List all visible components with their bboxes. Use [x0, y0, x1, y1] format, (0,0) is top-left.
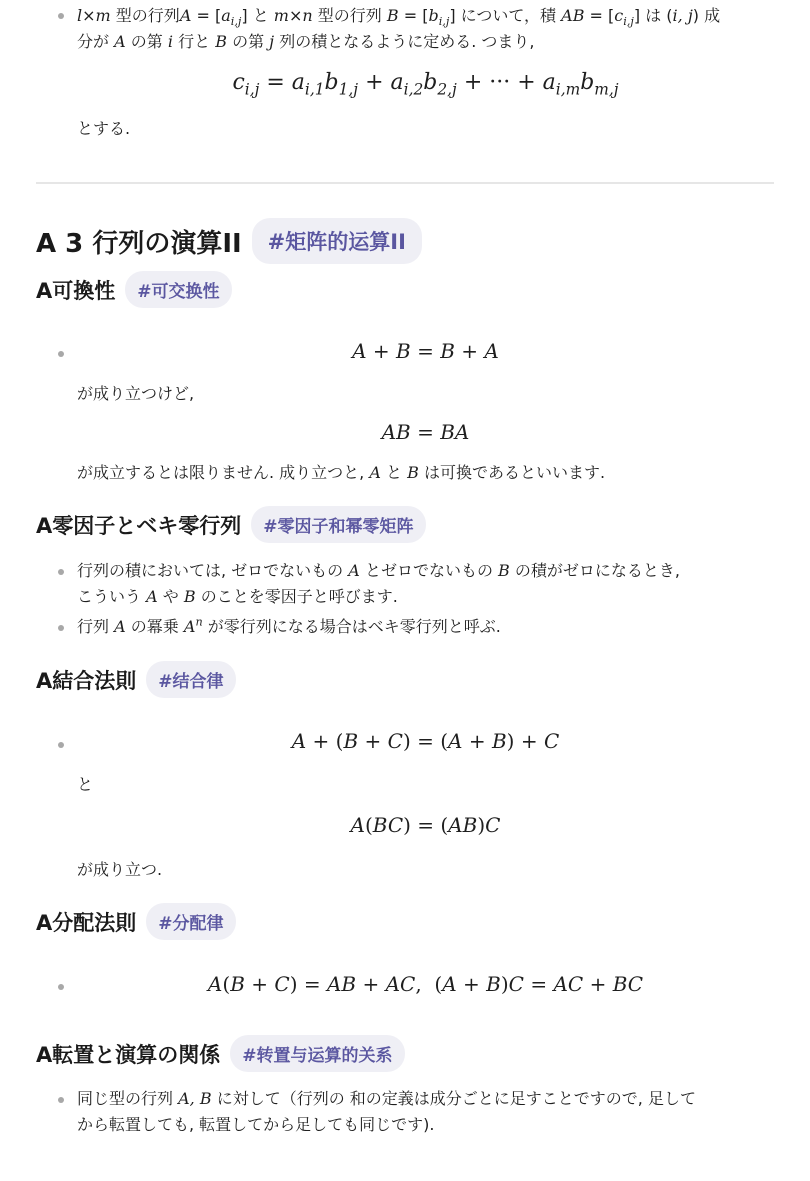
commutative-eq-1: A + B = B + A — [352, 339, 499, 363]
commutative-text-1: が成り立つけど, — [77, 384, 195, 403]
associative-title: A結合法則 — [36, 668, 137, 693]
commutative-title: A可換性 — [36, 278, 116, 303]
zero-divisor-item-2: 行列 A の冪乗 $A^n$ が零行列になる場合はベキ零行列と呼ぶ. — [77, 615, 501, 636]
commutative-heading — [36, 271, 232, 308]
commutative-text-2: が成立するとは限りません. 成り立つと, A と B は可換であるといいます. — [77, 463, 606, 482]
transpose-tag[interactable]: #转置与运算的关系 — [230, 1035, 404, 1072]
distributive-heading — [36, 903, 236, 940]
distributive-title: A分配法則 — [36, 910, 137, 935]
associative-eq-1: A + (B + C) = (A + B) + C — [291, 729, 560, 753]
list-bullet — [58, 984, 64, 990]
list-bullet — [58, 351, 64, 357]
associative-tag[interactable]: #结合律 — [146, 661, 235, 698]
associative-heading — [36, 661, 236, 698]
section-title: A 3 行列の演算II — [36, 228, 242, 259]
section-divider — [36, 182, 774, 184]
product-equation: $c_{i,j} = a_{i,1}b_{1,j} + a_{i,2}b_{2,j}$ + ··· + $a_{i,m}b_{m,j}$ — [232, 70, 619, 99]
zero-divisor-title: A零因子とベキ零行列 — [36, 513, 242, 538]
list-bullet — [58, 1097, 64, 1103]
zero-divisor-item-1-line-2: こういう A や B のことを零因子と呼びます. — [77, 587, 398, 606]
intro-after: とする. — [77, 119, 131, 138]
list-bullet — [58, 625, 64, 631]
commutative-eq-2: AB = BA — [381, 420, 470, 444]
zero-divisor-heading — [36, 506, 426, 543]
associative-text-1: と — [77, 775, 94, 794]
intro-line-2: 分が A の第 i 行と B の第 j 列の積となるように定める. つまり, — [77, 32, 535, 51]
intro-line-1: l×m 型の行列$A = [a_{i,j}]$ と m×n 型の行列 $B = [b_{i,j}]$ について，積 AB = $[c_{i,j}]$ は (i, j) 成 — [77, 6, 721, 29]
transpose-line-1: 同じ型の行列 A, B に対して（行列の 和の定義は成分ごとに足すことですので, 足して — [77, 1089, 696, 1108]
section-heading — [36, 218, 422, 264]
zero-divisor-item-1-line-1: 行列の積においては, ゼロでないもの A とゼロでないもの B の積がゼロになるとき, — [77, 561, 680, 580]
transpose-heading — [36, 1035, 405, 1072]
distributive-eq: A(B + C) = AB + AC, (A + B)C = AC + BC — [207, 972, 644, 996]
transpose-line-2: から転置しても, 転置してから足しても同じです). — [77, 1115, 435, 1134]
list-bullet — [58, 13, 64, 19]
distributive-tag[interactable]: #分配律 — [146, 903, 235, 940]
section-tag[interactable]: #矩阵的运算II — [252, 218, 422, 264]
associative-text-2: が成り立つ. — [77, 860, 163, 879]
list-bullet — [58, 569, 64, 575]
zero-divisor-tag[interactable]: #零因子和幂零矩阵 — [251, 506, 425, 543]
commutative-tag[interactable]: #可交换性 — [125, 271, 231, 308]
transpose-title: A転置と演算の関係 — [36, 1042, 221, 1067]
associative-eq-2: A(BC) = (AB)C — [350, 813, 501, 837]
list-bullet — [58, 742, 64, 748]
